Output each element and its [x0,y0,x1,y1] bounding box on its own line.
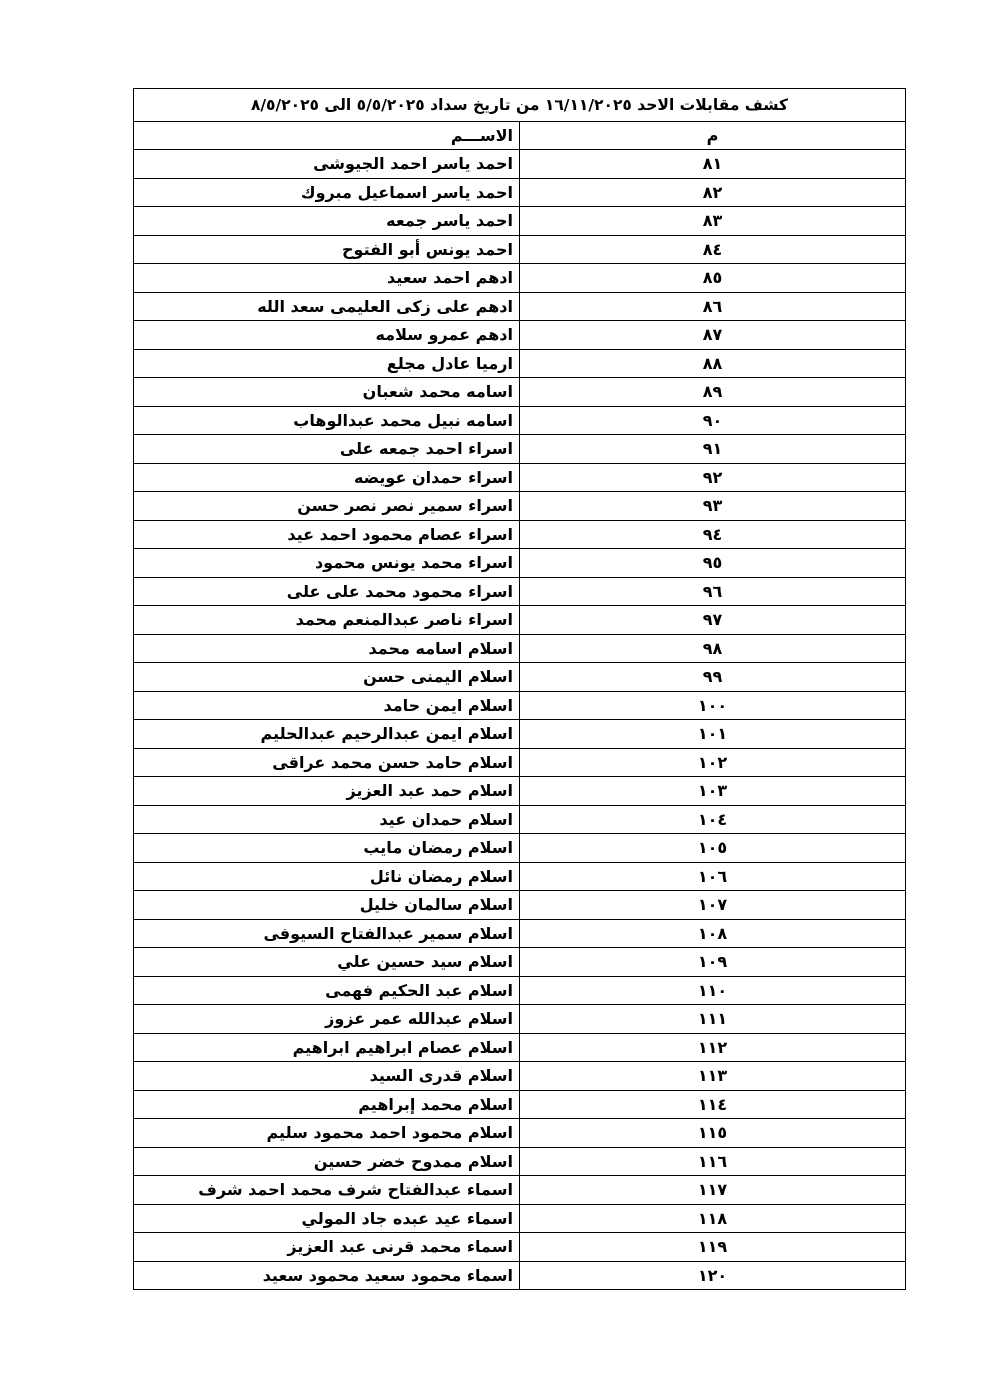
table-row [134,862,906,891]
table-row [134,264,906,293]
row-number: ٩٢ [520,463,906,492]
row-number: ١١٠ [520,976,906,1005]
row-name: اسلام محمود احمد محمود سليم [134,1119,520,1148]
row-name: اسماء محمود سعيد محمود سعيد [134,1261,520,1290]
row-number: ٩٦ [520,577,906,606]
table-row [134,349,906,378]
table-row [134,805,906,834]
row-number: ١١٦ [520,1147,906,1176]
row-name: اسلام رمضان نائل [134,862,520,891]
table-row [134,520,906,549]
table-row [134,1147,906,1176]
row-name: احمد ياسر اسماعيل مبروك [134,178,520,207]
row-number: ١١٥ [520,1119,906,1148]
row-number: ٩١ [520,435,906,464]
sheet-title: كشف مقابلات الاحد ١٦/١١/٢٠٢٥ من تاريخ سداد ٥/٥/٢٠٢٥ الى ٨/٥/٢٠٢٥ [134,89,906,122]
row-number: ١٠٥ [520,834,906,863]
row-number: ١١٩ [520,1233,906,1262]
row-name: اسماء محمد قرنى عبد العزيز [134,1233,520,1262]
row-name: اسراء عصام محمود احمد عيد [134,520,520,549]
row-name: ادهم عمرو سلامه [134,321,520,350]
row-number: ١٠٩ [520,948,906,977]
row-name: اسراء سمير نصر نصر حسن [134,492,520,521]
row-number: ١٠٤ [520,805,906,834]
row-name: اسلام اسامه محمد [134,634,520,663]
title-row [134,89,906,122]
table-row [134,1204,906,1233]
table-row [134,634,906,663]
row-name: اسلام اليمنى حسن [134,663,520,692]
table-row [134,378,906,407]
row-number: ٩٥ [520,549,906,578]
table-row [134,549,906,578]
table-row [134,1062,906,1091]
row-name: اسلام حمد عبد العزيز [134,777,520,806]
table-row [134,406,906,435]
row-number: ٨١ [520,150,906,179]
row-number: ١٠١ [520,720,906,749]
header-number: م [520,122,906,150]
table-row [134,577,906,606]
table-row [134,1176,906,1205]
table-row [134,663,906,692]
row-name: احمد ياسر جمعه [134,207,520,236]
row-number: ١١٣ [520,1062,906,1091]
table-row [134,1119,906,1148]
row-number: ٨٣ [520,207,906,236]
row-number: ٨٢ [520,178,906,207]
row-number: ٨٩ [520,378,906,407]
table-row [134,691,906,720]
row-name: اسلام عصام ابراهيم ابراهيم [134,1033,520,1062]
row-name: اسراء محمود محمد على على [134,577,520,606]
table-row [134,235,906,264]
row-name: احمد ياسر احمد الجيوشى [134,150,520,179]
row-number: ٩٠ [520,406,906,435]
row-number: ١١٢ [520,1033,906,1062]
row-number: ١١٤ [520,1090,906,1119]
row-name: ادهم احمد سعيد [134,264,520,293]
table-row [134,948,906,977]
table-row [134,1261,906,1290]
table-row [134,321,906,350]
row-name: اسلام محمد إبراهيم [134,1090,520,1119]
table-row [134,1005,906,1034]
row-number: ١٠٧ [520,891,906,920]
row-name: اسراء حمدان عويضه [134,463,520,492]
row-name: اسراء محمد يونس محمود [134,549,520,578]
row-name: ارميا عادل مجلع [134,349,520,378]
table-row [134,150,906,179]
row-name: ادهم على زكى العليمى سعد الله [134,292,520,321]
table-row [134,492,906,521]
row-number: ٨٥ [520,264,906,293]
table-row [134,1090,906,1119]
row-name: اسماء عبدالفتاح شرف محمد احمد شرف [134,1176,520,1205]
row-name: اسلام حامد حسن محمد عراقى [134,748,520,777]
table-row [134,1033,906,1062]
table-row [134,720,906,749]
row-name: اسماء عيد عبده جاد المولي [134,1204,520,1233]
row-name: اسلام عبدالله عمر عزوز [134,1005,520,1034]
row-number: ١٠٢ [520,748,906,777]
table-row [134,748,906,777]
row-number: ١١١ [520,1005,906,1034]
row-number: ١٠٣ [520,777,906,806]
row-number: ١٠٠ [520,691,906,720]
table-row [134,606,906,635]
row-number: ٨٧ [520,321,906,350]
header-row [134,122,906,150]
row-name: احمد يونس أبو الفتوح [134,235,520,264]
interview-sheet [133,88,906,1290]
table-row [134,207,906,236]
row-number: ٩٣ [520,492,906,521]
row-name: اسلام عبد الحكيم فهمى [134,976,520,1005]
row-name: اسراء ناصر عبدالمنعم محمد [134,606,520,635]
row-name: اسلام سالمان خليل [134,891,520,920]
row-number: ٩٧ [520,606,906,635]
table-row [134,891,906,920]
table-row [134,292,906,321]
row-number: ٨٤ [520,235,906,264]
header-name: الاســـم [134,122,520,150]
table-row [134,435,906,464]
row-number: ٩٨ [520,634,906,663]
row-name: اسامه نبيل محمد عبدالوهاب [134,406,520,435]
row-number: ١٠٨ [520,919,906,948]
row-name: اسلام سيد حسين علي [134,948,520,977]
row-name: اسلام ايمن حامد [134,691,520,720]
row-number: ١١٨ [520,1204,906,1233]
row-number: ١١٧ [520,1176,906,1205]
row-number: ٨٦ [520,292,906,321]
row-number: ١٠٦ [520,862,906,891]
row-name: اسلام قدرى السيد [134,1062,520,1091]
row-number: ٨٨ [520,349,906,378]
row-name: اسلام ايمن عبدالرحيم عبدالحليم [134,720,520,749]
names-table [133,88,906,1290]
table-row [134,463,906,492]
row-number: ١٢٠ [520,1261,906,1290]
table-row [134,178,906,207]
row-name: اسلام رمضان مايب [134,834,520,863]
row-number: ٩٤ [520,520,906,549]
table-row [134,777,906,806]
table-row [134,919,906,948]
table-row [134,1233,906,1262]
row-number: ٩٩ [520,663,906,692]
row-name: اسلام حمدان عيد [134,805,520,834]
row-name: اسراء احمد جمعه على [134,435,520,464]
table-row [134,976,906,1005]
row-name: اسلام سمير عبدالفتاح السيوفى [134,919,520,948]
row-name: اسلام ممدوح خضر حسين [134,1147,520,1176]
row-name: اسامه محمد شعبان [134,378,520,407]
table-row [134,834,906,863]
